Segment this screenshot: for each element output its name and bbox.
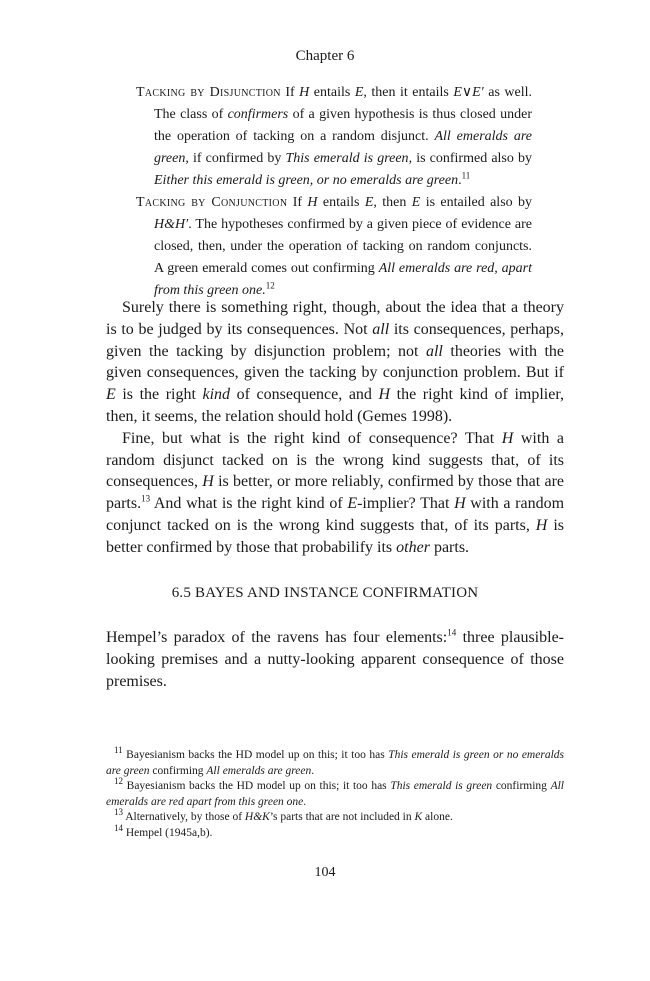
footnote-14: $^{14}$ Hempel (1945a,b).	[114, 823, 213, 839]
footnote-ref-11[interactable]: 11	[461, 170, 471, 181]
footnotes	[106, 745, 564, 842]
body-text	[106, 297, 564, 559]
section-heading: 6.5 BAYES AND INSTANCE CONFIRMATION	[171, 585, 479, 601]
footnote-ref-12[interactable]: 12	[265, 280, 275, 291]
footnote-13: $^{13}$ Alternatively, by those of H&K’s parts that are not included in K alone.	[114, 807, 453, 824]
footnote-number: 11	[114, 745, 123, 756]
footnote-number: 14	[114, 823, 123, 834]
definition-tacking-by-conjunction: Tacking by Conjunction If H entails E, then E is entailed also by H&H′. The hypotheses confirmed by a given piece of evidence are closed, then, under the operation of tacking on random conjuncts. A green emerald comes out confirming All emeralds are red, apart from this green one.$^{12}$	[136, 195, 533, 298]
footnote-12: $^{12}$ Bayesianism backs the HD model up on this; it too has This emerald is green confirming All emeralds are red apart from this green one.	[106, 776, 564, 808]
footnote-11: $^{11}$ Bayesianism backs the HD model up on this; it too has This emerald is green or no emeralds are green confirming All emeralds are green.	[106, 745, 564, 777]
body-paragraph-1: Surely there is something right, though, about the idea that a theory is to be judged by its consequences. Not all its consequences, perhaps, given the tacking by disjunction problem; not all theories with the given consequences, given the tacking by conjunction problem. But if E is the right kind of consequence, and H the right kind of implier, then, it seems, the relation should hold (Gemes 1998).	[106, 299, 565, 425]
definition-term: Tacking by Disjunction	[136, 85, 281, 100]
footnote-number: 13	[114, 807, 123, 818]
footnote-number: 12	[114, 776, 123, 787]
definition-list	[136, 82, 532, 302]
body-paragraph-2: Fine, but what is the right kind of consequence? That H with a random disjunct tacked on is the wrong kind suggests that, of its consequences, H is better, or more reliably, confirmed by those that are parts.$^{13}$ And what is the right kind of E-implier? That H with a random conjunct tacked on is the wrong kind suggests that, of its parts, H is better confirmed by those that probabilify its other parts.	[106, 429, 565, 556]
running-head: Chapter 6	[295, 48, 355, 64]
section-paragraph: Hempel’s paradox of the ravens has four elements:$^{14}$ three plausible-looking premises and a nutty-looking apparent consequence of those premises.	[106, 627, 565, 690]
footnote-ref-14[interactable]: 14	[447, 627, 457, 638]
footnote-ref-13[interactable]: 13	[141, 493, 151, 504]
definition-term: Tacking by Conjunction	[136, 195, 288, 210]
page-number: 104	[314, 865, 336, 880]
definition-tacking-by-disjunction: Tacking by Disjunction If H entails E, then it entails E∨E′ as well. The class of confirmers of a given hypothesis is thus closed under the operation of tacking on a random disjunct. All emeralds are green, if confirmed by This emerald is green, is confirmed also by Either this emerald is green, or no emeralds are green.$^{11}$	[136, 85, 533, 188]
